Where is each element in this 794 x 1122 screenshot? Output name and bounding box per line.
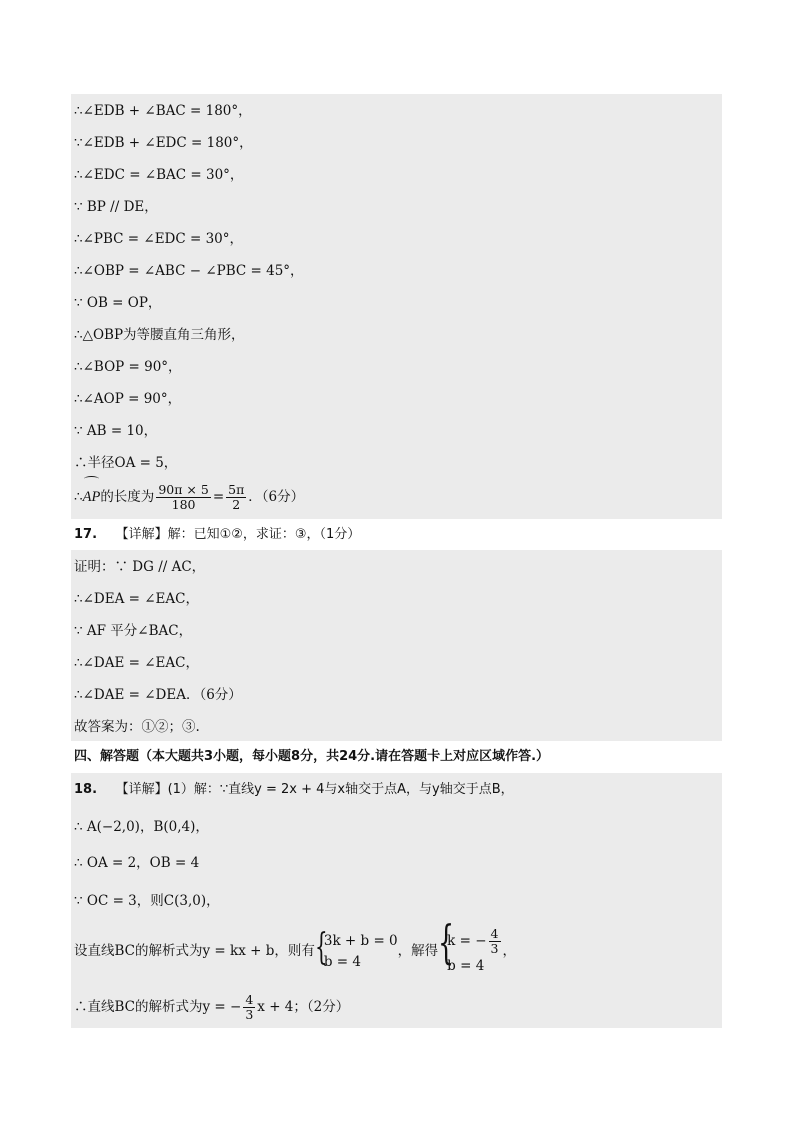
question-17-header [74,526,360,544]
proof-line: ∴半径OA = 5， [74,455,178,471]
brace-icon: { [438,915,455,969]
fraction-denominator: 3 [245,1007,254,1022]
answer-line: 故答案为：①②；③. [74,719,200,735]
fraction [243,993,255,1022]
proof-line: ∵ AF 平分∠BAC， [74,623,193,639]
solution-system [438,915,502,977]
arc-length-line [74,480,304,514]
fraction-numerator: 90π × 5 [158,482,209,497]
proof-line: ∴∠DEA = ∠EAC， [74,591,199,607]
proof-line: ∴∠DAE = ∠EAC， [74,655,199,671]
arc-mid-text: 的长度为 [100,489,155,505]
brace-icon: { [314,926,328,968]
fraction-numerator: 4 [245,992,254,1007]
proof-line: ∴∠BOP = 90°， [74,359,182,375]
section-title: 四、解答题（本大题共3小题，每小题8分，共24分.请在答题卡上对应区域作答.） [74,749,550,764]
fraction-denominator: 2 [232,497,241,512]
proof-line: ∴∠EDC = ∠BAC = 30°， [74,167,244,183]
proof-line: ∴∠AOP = 90°， [74,391,182,407]
arc-prefix: ∴ [74,489,83,505]
question-18-header [74,781,514,799]
proof-line: ∵ AB = 10， [74,423,158,439]
system-row: 3k + b = 0 [323,932,398,949]
result-line [74,990,349,1024]
fraction-numerator: 5π [228,482,245,497]
question-number: 17. [74,527,98,542]
proof-line: 证明：∵ DG // AC， [74,559,206,575]
system-row: b = 4 [447,958,485,974]
proof-line: ∴△OBP为等腰直角三角形， [74,327,245,343]
proof-line: ∴∠EDB + ∠BAC = 180°， [74,103,252,119]
equation-setup-line [74,915,516,978]
fraction [226,483,246,512]
setup-text: 设直线BC的解析式为y = kx + b，则有 [74,943,315,959]
equation-system [314,926,398,973]
end-punct: ， [502,943,516,959]
proof-line: ∴∠OBP = ∠ABC − ∠PBC = 45°， [74,263,304,279]
proof-line: ∴∠PBC = ∠EDC = 30°， [74,231,244,247]
proof-line: ∴∠DAE = ∠DEA．（6分） [74,687,242,703]
result-suffix: x + 4；（2分） [257,999,350,1015]
question-header-text: 【详解】(1）解：∵直线y = 2x + 4与x轴交于点A，与y轴交于点B， [115,782,514,797]
system-row: b = 4 [323,953,361,970]
fraction [489,927,501,956]
arc-suffix: ．（6分） [248,489,305,505]
arc-label: AP [83,480,101,514]
solution-block-17 [71,550,722,741]
solve-text: ，解得 [397,943,439,959]
fraction-numerator: 4 [490,926,499,941]
proof-line: ∵ OB = OP， [74,295,162,311]
proof-line: ∵ BP // DE， [74,199,158,215]
fraction-denominator: 180 [171,497,196,512]
result-prefix: ∴直线BC的解析式为y = − [74,999,242,1015]
proof-line: ∴ A(−2,0)，B(0,4)， [74,819,209,835]
system-row [447,926,502,956]
fraction-denominator: 3 [490,941,499,956]
k-value-prefix: k = − [447,933,487,949]
proof-line: ∴ OA = 2，OB = 4 [74,855,200,871]
equals-sign: = [212,489,225,505]
proof-line: ∵∠EDB + ∠EDC = 180°， [74,135,253,151]
question-header-text: 【详解】解：已知①②，求证：③，（1分） [115,527,361,542]
question-number: 18. [74,782,98,797]
proof-line: ∵ OC = 3，则C(3,0)， [74,893,220,909]
fraction [156,483,211,512]
